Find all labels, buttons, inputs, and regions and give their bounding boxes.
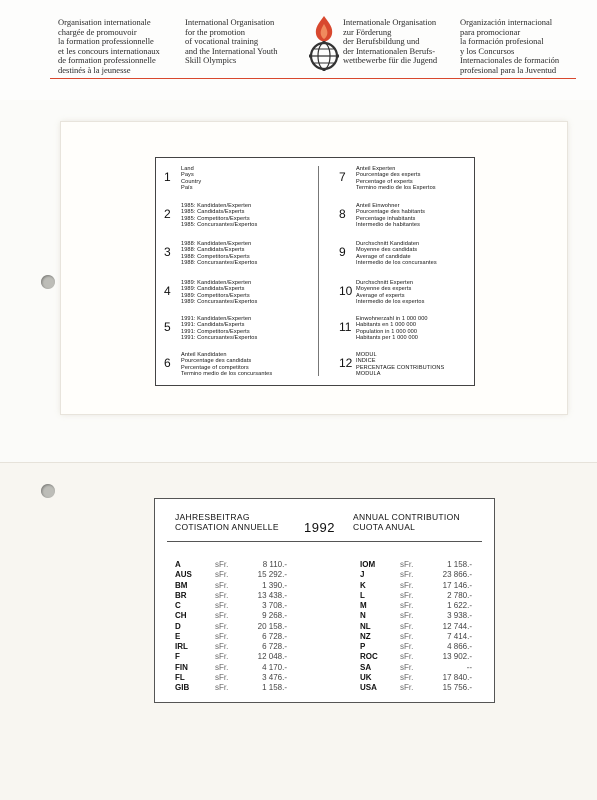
- org-line: chargée de promouvoir: [58, 26, 137, 37]
- contribution-row: [175, 581, 287, 591]
- org-line: destinés à la jeunesse: [58, 64, 131, 75]
- legend-text: [181, 316, 257, 342]
- legend-line: Intermedio de los concursantes: [356, 260, 437, 267]
- country-code: USA: [360, 683, 377, 692]
- amount: 23 866.-: [442, 570, 472, 580]
- punch-hole: [41, 275, 55, 289]
- currency: sFr.: [215, 652, 229, 662]
- org-line: Skill Olympics: [185, 55, 237, 66]
- currency: sFr.: [215, 662, 229, 672]
- legend-text: [356, 316, 428, 342]
- legend-line: Termino medio de los concursantes: [181, 371, 273, 378]
- org-line: profesional para la Juventud: [460, 64, 557, 75]
- amount: 17 146.-: [442, 580, 472, 590]
- letterhead: [0, 0, 597, 100]
- currency: sFr.: [215, 631, 229, 641]
- currency: sFr.: [215, 601, 229, 610]
- org-line: Organisation internationale: [58, 17, 151, 27]
- legend-line: Land: [181, 166, 194, 172]
- legend-line: Durchschnitt Kandidaten: [356, 241, 420, 247]
- contribution-row: [360, 591, 472, 601]
- contribution-row: [360, 683, 472, 693]
- amount: 13 438.-: [257, 590, 287, 600]
- contribution-row: [175, 683, 287, 693]
- org-line: la formación profesional: [460, 36, 544, 47]
- legend-number: 9: [339, 245, 346, 259]
- amount: 15 756.-: [442, 683, 472, 692]
- org-line: of vocational training: [185, 36, 259, 47]
- contribution-row: [175, 663, 287, 673]
- currency: sFr.: [400, 652, 414, 662]
- legend-line: 1988: Concursantes/Expertos: [181, 260, 258, 267]
- legend-text: [356, 203, 425, 229]
- amount: 15 292.-: [257, 570, 287, 580]
- legend-number: 4: [164, 284, 171, 298]
- legend-number: 2: [164, 207, 171, 221]
- org-name-spanish: [460, 18, 559, 76]
- legend-line: Population in 1 000 000: [356, 328, 418, 335]
- contribution-row: [360, 652, 472, 662]
- amount: 13 902.-: [442, 652, 472, 662]
- legend-number: 3: [164, 245, 171, 259]
- amount: 1 622.-: [447, 601, 472, 610]
- legend-text: [181, 352, 272, 378]
- legend-line: Einwohnerzahl in 1 000 000: [356, 316, 428, 322]
- country-code: GIB: [175, 683, 190, 692]
- legend-line: 1985: Competitors/Experts: [181, 215, 250, 222]
- country-code: P: [360, 642, 366, 651]
- legend-text: [181, 166, 201, 192]
- amount: 8 110.-: [262, 560, 287, 569]
- legend-line: Average of candidate: [356, 253, 411, 260]
- country-code: IOM: [360, 560, 376, 569]
- contribution-row: [175, 611, 287, 621]
- contribution-row: [175, 622, 287, 632]
- currency: sFr.: [400, 662, 414, 672]
- currency: sFr.: [215, 611, 229, 621]
- org-line: der Berufsbildung und: [343, 36, 420, 47]
- currency: sFr.: [400, 672, 414, 682]
- amount: 3 708.-: [262, 601, 287, 610]
- currency: sFr.: [400, 621, 414, 631]
- amount: 6 728.-: [262, 642, 287, 651]
- org-line: Internationale Organisation: [343, 17, 437, 27]
- contribution-row: [360, 611, 472, 621]
- title-line: COTISATION ANNUELLE: [175, 521, 279, 532]
- org-line: der Internationalen Berufs-: [343, 45, 436, 56]
- legend-line: PERCENTAGE CONTRIBUTIONS: [356, 364, 445, 371]
- amount: 1 158.-: [262, 683, 287, 692]
- contribution-row: [175, 673, 287, 683]
- legend-text: [356, 352, 444, 378]
- currency: sFr.: [215, 570, 229, 580]
- org-line: de formation professionnelle: [58, 55, 156, 66]
- contribution-row: [175, 591, 287, 601]
- org-name-french: [58, 18, 160, 76]
- country-code: SA: [360, 662, 372, 672]
- amount: 7 414.-: [447, 631, 472, 641]
- country-code: D: [175, 621, 181, 631]
- country-code: A: [175, 560, 181, 569]
- legend-line: Anteil Einwohner: [356, 203, 400, 209]
- legend-text: [181, 241, 257, 267]
- currency: sFr.: [400, 683, 414, 692]
- header-accent-rule: [50, 78, 576, 79]
- currency: sFr.: [215, 560, 229, 569]
- amount: --: [466, 662, 472, 672]
- legend-text: [181, 203, 257, 229]
- country-code: J: [360, 570, 365, 580]
- org-line: International Organisation: [185, 17, 275, 27]
- contribution-row: [360, 673, 472, 683]
- title-line: CUOTA ANUAL: [353, 521, 416, 532]
- country-code: C: [175, 601, 181, 610]
- contribution-row: [360, 560, 472, 570]
- amount: 1 158.-: [447, 560, 472, 569]
- legend-line: Moyenne des candidats: [356, 247, 418, 254]
- currency: sFr.: [215, 621, 229, 631]
- amount: 3 938.-: [447, 611, 472, 621]
- org-line: for the promotion: [185, 26, 245, 37]
- legend-line: Termino medio de los Expertos: [356, 185, 436, 192]
- legend-line: 1991: Candidats/Experts: [181, 322, 245, 329]
- amount: 3 476.-: [262, 672, 287, 682]
- org-line: wettbewerbe für die Jugend: [343, 55, 438, 66]
- org-name-english: [185, 18, 278, 66]
- legend-number: 8: [339, 207, 346, 221]
- org-line: Internacionales de formación: [460, 55, 560, 66]
- legend-line: 1985: Concursantes/Expertos: [181, 222, 258, 229]
- org-line: la formation professionnelle: [58, 36, 154, 47]
- contribution-row: [360, 663, 472, 673]
- legend-line: Pays: [181, 172, 194, 179]
- country-code: UK: [360, 672, 372, 682]
- legend-line: 1988: Kandidaten/Experten: [181, 241, 252, 247]
- legend-line: Percentage of experts: [356, 178, 413, 185]
- legend-card: [155, 157, 475, 386]
- country-code: M: [360, 601, 367, 610]
- legend-text: [356, 280, 425, 306]
- amount: 9 268.-: [262, 611, 287, 621]
- contribution-row: [360, 570, 472, 580]
- country-code: BM: [175, 580, 188, 590]
- legend-line: 1991: Competitors/Experts: [181, 328, 250, 335]
- amount: 4 170.-: [262, 662, 287, 672]
- legend-line: 1991: Concursantes/Expertos: [181, 335, 258, 342]
- org-line: para promocionar: [460, 26, 521, 37]
- currency: sFr.: [215, 642, 229, 651]
- legend-line: País: [181, 185, 193, 192]
- legend-line: Percentage inhabitants: [356, 215, 416, 222]
- contribution-row: [360, 581, 472, 591]
- contribution-row: [360, 632, 472, 642]
- flame-globe-emblem-icon: [306, 14, 342, 74]
- contribution-row: [175, 570, 287, 580]
- legend-line: Intermedio de habitantes: [356, 222, 420, 229]
- country-code: BR: [175, 590, 187, 600]
- legend-line: Average of experts: [356, 292, 405, 299]
- legend-line: 1985: Candidats/Experts: [181, 209, 245, 216]
- country-code: F: [175, 652, 180, 662]
- amount: 12 048.-: [257, 652, 287, 662]
- contribution-row: [360, 622, 472, 632]
- legend-line: 1989: Concursantes/Expertos: [181, 299, 258, 306]
- column-divider: [318, 166, 319, 376]
- legend-text: [356, 166, 436, 192]
- amount: 12 744.-: [442, 621, 472, 631]
- title-left: [175, 513, 279, 532]
- legend-line: MODULA: [356, 371, 381, 378]
- contribution-row: [175, 642, 287, 652]
- amount: 6 728.-: [262, 631, 287, 641]
- currency: sFr.: [215, 590, 229, 600]
- country-code: E: [175, 631, 181, 641]
- currency: sFr.: [400, 631, 414, 641]
- legend-line: 1989: Kandidaten/Experten: [181, 280, 252, 286]
- country-code: L: [360, 590, 365, 600]
- legend-number: 12: [339, 356, 353, 370]
- legend-text: [181, 280, 257, 306]
- amount: 20 158.-: [257, 621, 287, 631]
- legend-line: 1985: Kandidaten/Experten: [181, 203, 252, 209]
- currency: sFr.: [400, 611, 414, 621]
- amount: 1 390.-: [262, 580, 287, 590]
- legend-line: Habitants en 1 000 000: [356, 322, 417, 329]
- country-code: IRL: [175, 642, 188, 651]
- contribution-row: [360, 601, 472, 611]
- currency: sFr.: [215, 580, 229, 590]
- amount: 4 866.-: [447, 642, 472, 651]
- legend-number: 10: [339, 284, 353, 298]
- currency: sFr.: [400, 642, 414, 651]
- title-line: JAHRESBEITRAG: [175, 512, 250, 522]
- title-rule: [167, 541, 482, 542]
- legend-line: 1989: Competitors/Experts: [181, 292, 250, 299]
- org-name-german: [343, 18, 437, 66]
- legend-number: 6: [164, 356, 171, 370]
- title-right: [353, 513, 460, 532]
- country-code: N: [360, 611, 366, 621]
- legend-line: MODUL: [356, 352, 377, 358]
- amount: 17 840.-: [442, 672, 472, 682]
- country-code: K: [360, 580, 366, 590]
- country-code: NL: [360, 621, 371, 631]
- org-line: zur Förderung: [343, 26, 392, 37]
- contribution-row: [175, 560, 287, 570]
- legend-line: Habitants per 1 000 000: [356, 335, 419, 342]
- contribution-row: [175, 632, 287, 642]
- contribution-year: 1992: [304, 520, 335, 535]
- legend-number: 11: [339, 320, 352, 334]
- legend-line: Moyenne des experts: [356, 286, 412, 293]
- org-line: et les concours internationaux: [58, 45, 160, 56]
- country-code: CH: [175, 611, 187, 621]
- country-code: FL: [175, 672, 185, 682]
- legend-line: Pourcentage des habitants: [356, 209, 426, 216]
- legend-line: Country: [181, 178, 202, 185]
- currency: sFr.: [400, 590, 414, 600]
- legend-line: Intermedio de los expertos: [356, 299, 425, 306]
- currency: sFr.: [400, 580, 414, 590]
- currency: sFr.: [400, 601, 414, 610]
- legend-line: Pourcentage des candidats: [181, 358, 252, 365]
- legend-line: 1991: Kandidaten/Experten: [181, 316, 252, 322]
- country-code: FIN: [175, 662, 188, 672]
- legend-number: 1: [164, 170, 171, 184]
- legend-number: 7: [339, 170, 346, 184]
- org-line: Organización internacional: [460, 17, 553, 27]
- contribution-card: [154, 498, 495, 703]
- legend-text: [356, 241, 437, 267]
- legend-line: Percentage of competitors: [181, 364, 249, 371]
- contribution-row: [175, 652, 287, 662]
- currency: sFr.: [400, 570, 414, 580]
- country-code: ROC: [360, 652, 378, 662]
- legend-line: Durchschnitt Experten: [356, 280, 414, 286]
- legend-line: 1988: Competitors/Experts: [181, 253, 250, 260]
- currency: sFr.: [215, 683, 229, 692]
- contribution-row: [175, 601, 287, 611]
- contribution-row: [360, 642, 472, 652]
- org-line: and the International Youth: [185, 45, 278, 56]
- legend-line: 1988: Candidats/Experts: [181, 247, 245, 254]
- punch-hole: [41, 484, 55, 498]
- country-code: NZ: [360, 631, 371, 641]
- title-line: ANNUAL CONTRIBUTION: [353, 512, 460, 522]
- legend-line: Anteil Kandidaten: [181, 352, 227, 358]
- legend-number: 5: [164, 320, 171, 334]
- legend-line: Pourcentage des experts: [356, 172, 421, 179]
- amount: 2 780.-: [447, 590, 472, 600]
- currency: sFr.: [215, 672, 229, 682]
- currency: sFr.: [400, 560, 414, 569]
- org-line: y los Concursos: [460, 45, 515, 56]
- legend-line: Anteil Experten: [356, 166, 396, 172]
- legend-line: 1989: Candidats/Experts: [181, 286, 245, 293]
- legend-line: INDICE: [356, 358, 376, 365]
- country-code: AUS: [175, 570, 192, 580]
